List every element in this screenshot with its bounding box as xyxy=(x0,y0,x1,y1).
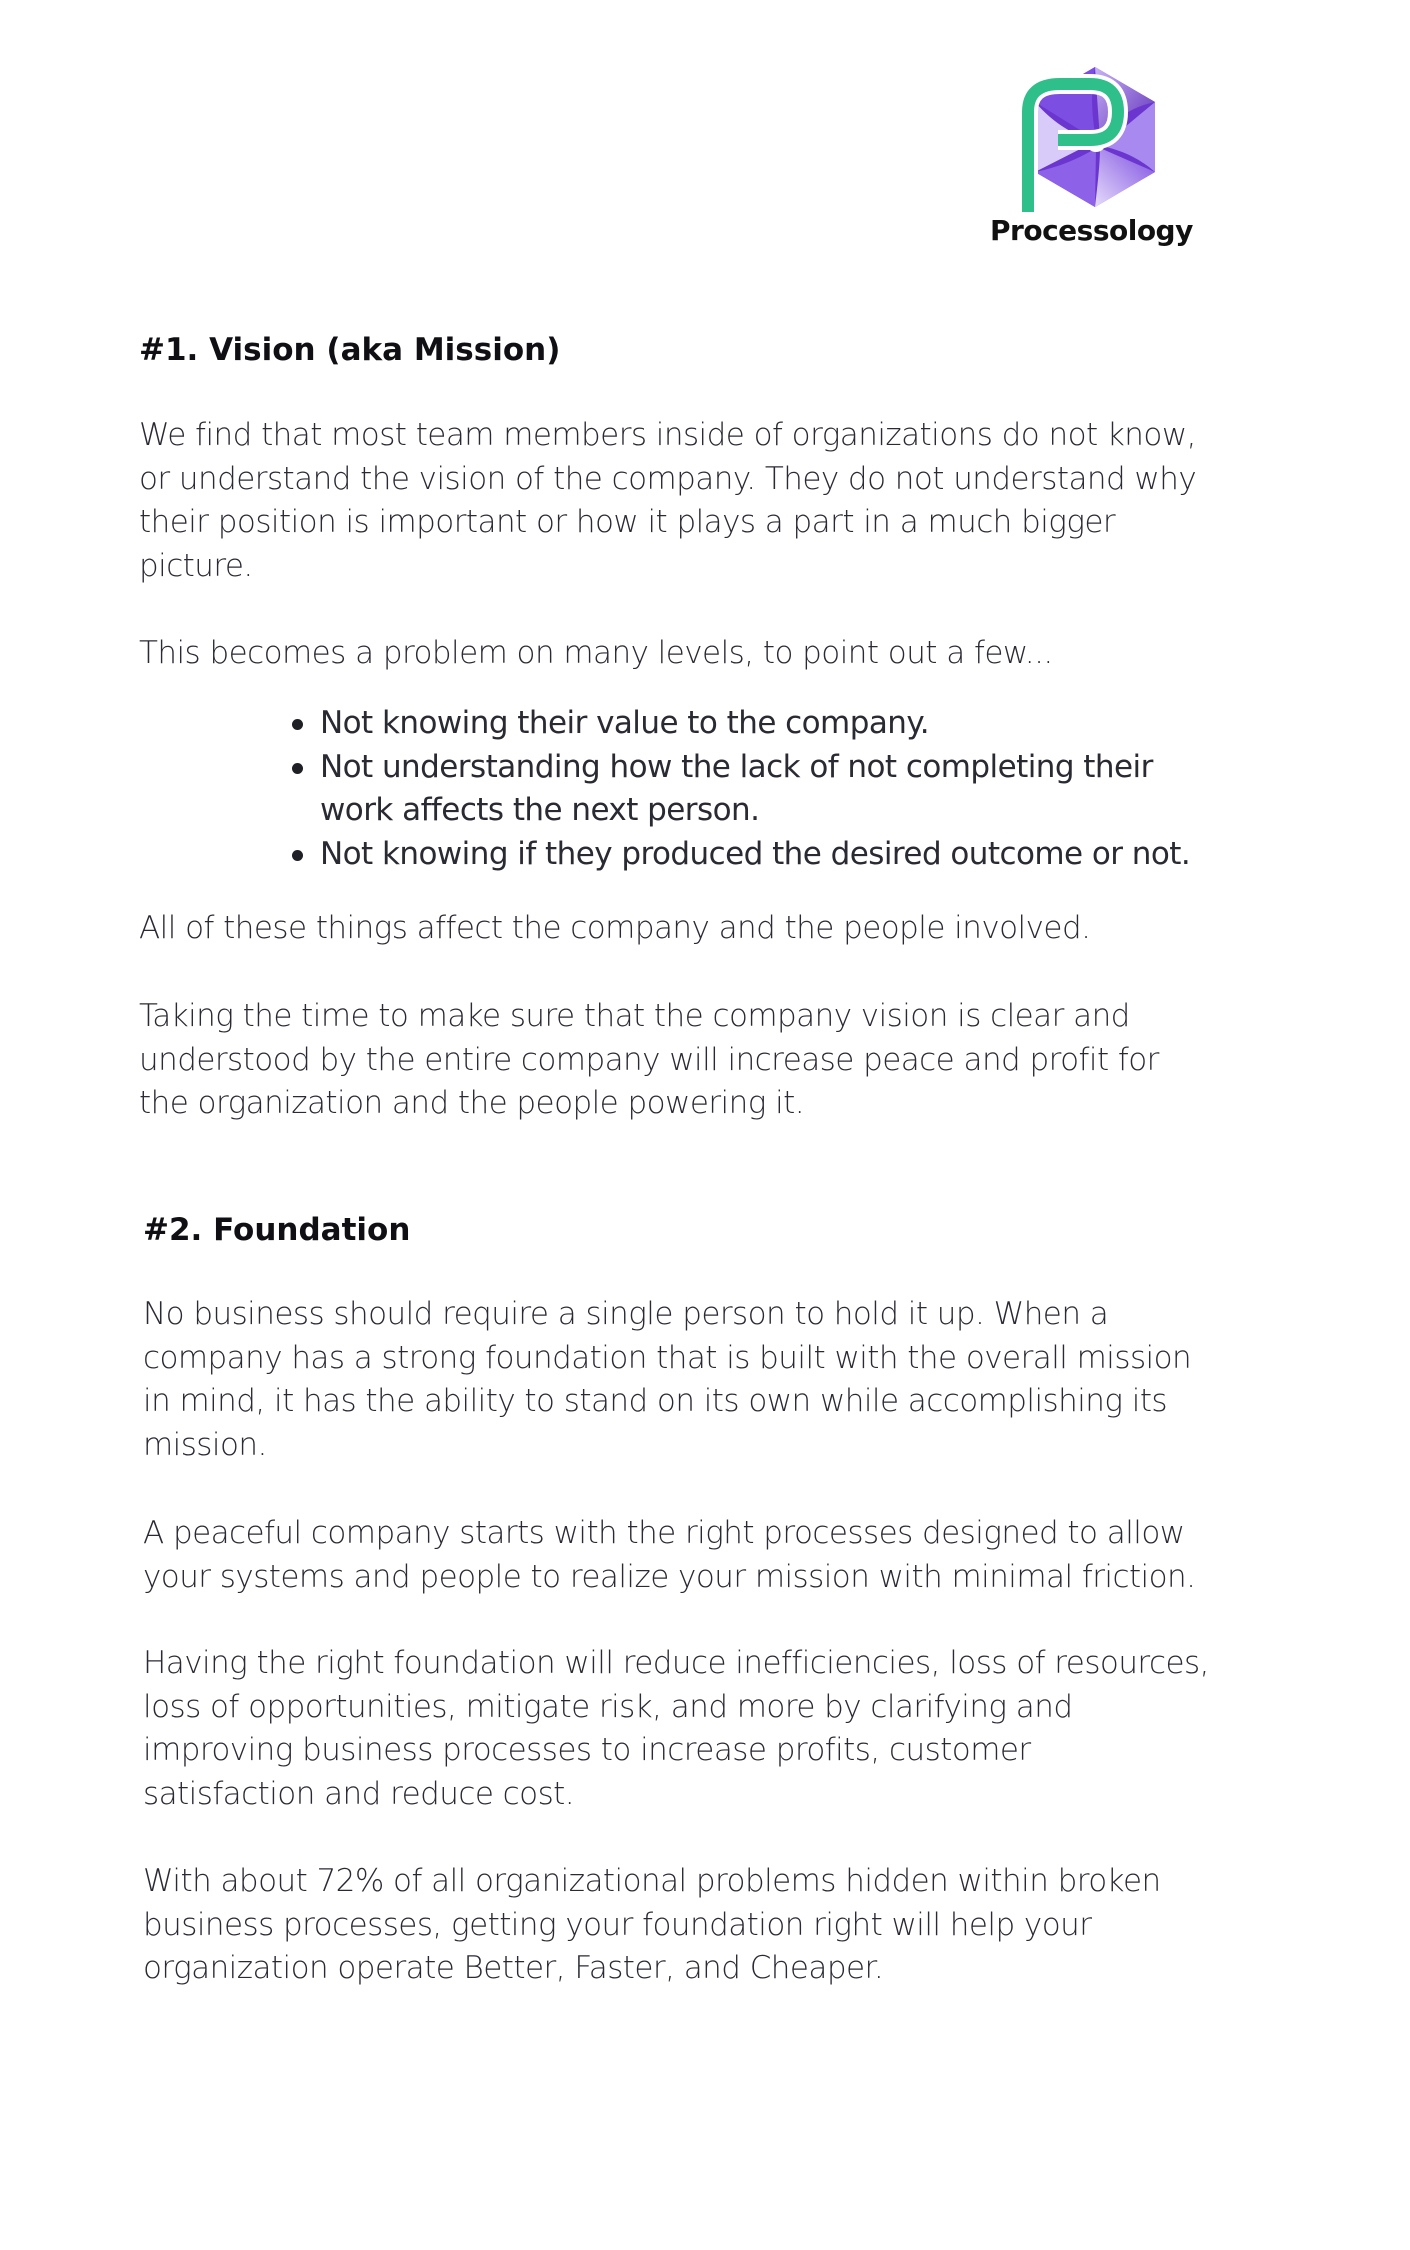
paragraph xyxy=(143,1860,1161,1991)
paragraph-line: understood by the entire company will increase peace and profit for xyxy=(139,1041,1159,1078)
paragraph-line: business processes, getting your foundation right will help your xyxy=(143,1906,1092,1943)
paragraph-line: or understand the vision of the company. They do not understand why xyxy=(139,460,1197,497)
paragraph xyxy=(143,1293,1191,1467)
paragraph-line: All of these things affect the company and the people involved. xyxy=(139,910,1091,946)
section-heading-vision: #1. Vision (aka Mission) xyxy=(139,332,561,368)
paragraph-line: We find that most team members inside of organizations do not know, xyxy=(139,417,1196,453)
paragraph-line: mission. xyxy=(143,1426,267,1463)
paragraph-line: their position is important or how it plays a part in a much bigger xyxy=(139,504,1116,540)
paragraph xyxy=(143,1512,1195,1599)
paragraph-line: No business should require a single person to hold it up. When a xyxy=(143,1296,1109,1332)
bullet-line: work affects the next person. xyxy=(320,792,760,828)
paragraph-line: your systems and people to realize your mission with minimal friction. xyxy=(143,1558,1196,1595)
paragraph xyxy=(139,907,1090,951)
bullet-line: Not knowing if they produced the desired outcome or not. xyxy=(320,835,1191,872)
paragraph-line: the organization and the people powering it. xyxy=(139,1085,805,1121)
paragraph-line: in mind, it has the ability to stand on its own while accomplishing its xyxy=(143,1383,1168,1419)
paragraph xyxy=(139,414,1196,588)
bullet-item xyxy=(290,833,1190,877)
processology-logo-icon xyxy=(1020,62,1170,212)
paragraph-line: A peaceful company starts with the right processes designed to allow xyxy=(143,1515,1185,1551)
paragraph-line: company has a strong foundation that is built with the overall mission xyxy=(143,1339,1192,1376)
processology-logo xyxy=(990,62,1200,262)
paragraph-line: With about 72% of all organizational problems hidden within broken xyxy=(143,1863,1161,1899)
paragraph-line: picture. xyxy=(139,547,253,584)
paragraph xyxy=(143,1642,1209,1816)
bullet-line: Not understanding how the lack of not completing their xyxy=(320,748,1153,785)
brand-name: Processology xyxy=(990,214,1193,247)
paragraph-line: organization operate Better, Faster, and Cheaper. xyxy=(143,1950,884,1986)
bullet-item xyxy=(290,702,1190,746)
bullet-line: Not knowing their value to the company. xyxy=(320,705,930,741)
paragraph-line: satisfaction and reduce cost. xyxy=(143,1775,575,1812)
section-heading-foundation: #2. Foundation xyxy=(143,1212,411,1248)
bullet-dot-icon xyxy=(292,850,303,861)
paragraph-line: Taking the time to make sure that the company vision is clear and xyxy=(139,998,1130,1034)
bullet-dot-icon xyxy=(292,719,303,730)
paragraph-line: improving business processes to increase profits, customer xyxy=(143,1732,1031,1768)
paragraph-line: loss of opportunities, mitigate risk, and more by clarifying and xyxy=(143,1688,1073,1725)
paragraph xyxy=(139,995,1159,1126)
paragraph-line: This becomes a problem on many levels, to point out a few... xyxy=(139,635,1053,671)
bullet-list xyxy=(290,702,1190,876)
paragraph xyxy=(139,632,1053,676)
bullet-item xyxy=(290,746,1190,833)
paragraph-line: Having the right foundation will reduce inefficiencies, loss of resources, xyxy=(143,1645,1209,1681)
bullet-dot-icon xyxy=(292,763,303,774)
